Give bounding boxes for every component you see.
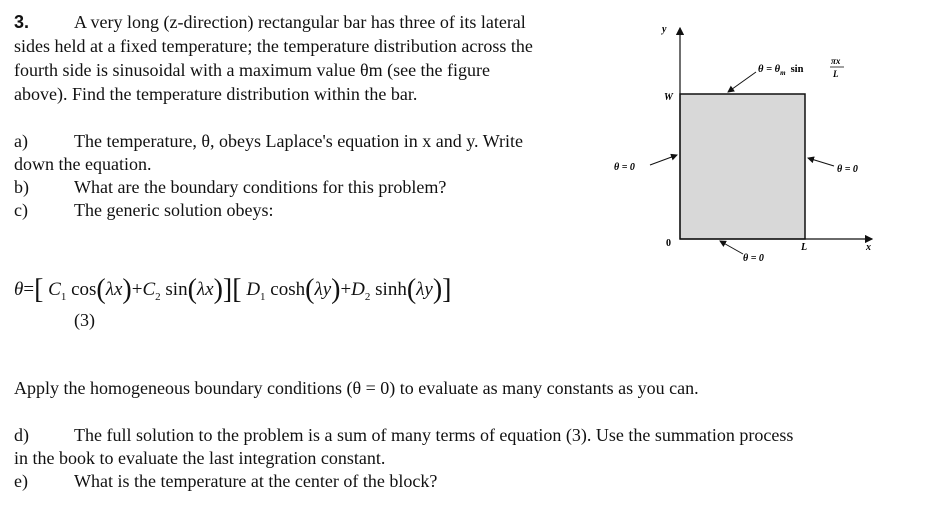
intro-line-1: A very long (z-direction) rectangular bar has three of its lateral [74, 12, 526, 32]
part-d-line-2: in the book to evaluate the last integration constant. [14, 448, 386, 468]
intro-line-3: fourth side is sinusoidal with a maximum value θm (see the figure [14, 60, 491, 80]
bottom-bc-label: θ = 0 [743, 253, 764, 264]
eq-c2: C [142, 279, 156, 300]
eq-d2-sub: 2 [364, 290, 371, 303]
part-b-text: What are the boundary conditions for this problem? [74, 177, 447, 197]
intro-line-2: sides held at a fixed temperature; the temperature distribution across the [14, 36, 533, 56]
origin-label: 0 [666, 238, 671, 249]
eq-lambda: λ [196, 279, 206, 300]
eq-d1-sub: 1 [260, 290, 266, 303]
eq-lambda: λ [416, 279, 425, 300]
eq-c1-sub: 1 [60, 290, 67, 303]
eq-y: y [424, 279, 433, 300]
eq-lambda: λ [105, 279, 114, 300]
part-e-label: e) [14, 471, 28, 491]
width-label-l: L [801, 242, 808, 253]
eq-c1: C [48, 279, 61, 300]
part-a-line-2: down the equation. [14, 154, 152, 174]
top-bc-prefix: θ = θ [758, 64, 781, 75]
part-d-line-1: The full solution to the problem is a sum of many terms of equation (3). Use the summation process [74, 425, 794, 445]
eq-x: x [113, 279, 123, 300]
top-bc-label [758, 64, 804, 77]
part-c-label: c) [14, 200, 28, 220]
eq-plus: + [340, 279, 352, 300]
top-bc-sub: m [780, 69, 786, 77]
top-bc-sin: sin [790, 64, 804, 75]
part-c-text: The generic solution obeys: [74, 200, 274, 220]
eq-d2: D [351, 279, 365, 300]
eq-c2-sub: 2 [155, 290, 161, 303]
eq-plus: + [131, 279, 143, 300]
eq-y: y [322, 279, 332, 300]
eq-d1: D [246, 279, 261, 300]
part-a-line-1: The temperature, θ, obeys Laplace's equation in x and y. Write [74, 131, 523, 151]
bottom-bc-arrow [720, 241, 743, 254]
intro-line-4: above). Find the temperature distribution within the bar. [14, 84, 418, 104]
equation-number: (3) [74, 310, 95, 330]
eq-cos: cos [71, 279, 97, 300]
top-bc-numerator: πx [831, 56, 841, 66]
eq-x: x [205, 279, 214, 300]
part-e-text: What is the temperature at the center of the block? [74, 471, 438, 491]
right-bc-label: θ = 0 [837, 164, 858, 175]
problem-number: 3. [14, 12, 30, 32]
eq-lambda: λ [314, 279, 323, 300]
left-bc-label: θ = 0 [614, 162, 635, 173]
x-axis-label: x [866, 242, 871, 253]
generic-solution-equation: θ=[ $C_1$ $\cos(\lambda x)+C_2$ sin(λx)][ $D_1$ $\cosh(\lambda y)+D_2$ sinh(λy)] [14, 274, 452, 305]
y-axis-label: y [662, 24, 667, 35]
eq-cosh: cosh [270, 279, 306, 300]
eq-equals: = [23, 279, 35, 300]
top-bc-arrow [728, 72, 756, 92]
left-bc-arrow [650, 155, 677, 165]
right-bc-arrow [808, 158, 834, 166]
bar-rectangle [680, 94, 805, 239]
eq-sinh: sinh [375, 279, 407, 300]
height-label-w: W [664, 92, 673, 103]
homogeneous-instruction: Apply the homogeneous boundary conditions (θ = 0) to evaluate as many constants as you can. [14, 378, 699, 398]
bar-cross-section-figure [610, 14, 910, 294]
part-b-label: b) [14, 177, 29, 197]
top-bc-denominator: L [833, 69, 839, 79]
eq-sin: sin [165, 279, 188, 300]
eq-theta: θ [14, 279, 24, 300]
part-d-label: d) [14, 425, 29, 445]
part-a-label: a) [14, 131, 28, 151]
